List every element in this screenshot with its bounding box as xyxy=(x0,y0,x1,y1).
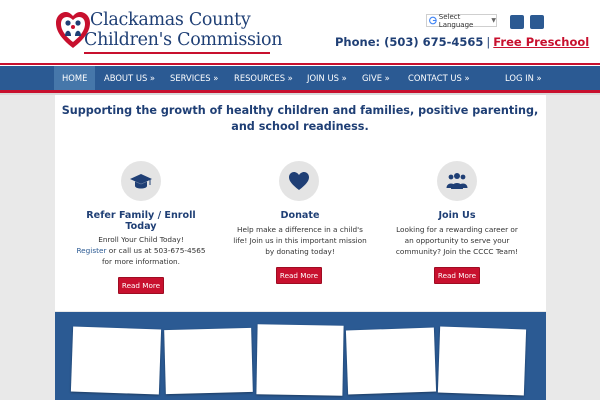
google-icon xyxy=(429,16,437,25)
gallery-photo[interactable] xyxy=(164,328,253,394)
feature-text-line: Looking for a rewarding career or xyxy=(396,225,518,234)
facebook-icon[interactable] xyxy=(510,15,524,29)
feature-title-enroll-line1: Refer Family / Enroll xyxy=(86,210,196,221)
feature-text-line: for more information. xyxy=(101,257,180,266)
feature-text-line: Help make a difference in a child's xyxy=(237,225,363,234)
feature-text-line: community? Join the CCCC Team! xyxy=(395,247,519,256)
gallery-photo[interactable] xyxy=(71,326,161,394)
feature-text-line xyxy=(76,245,206,256)
logo-text-line1: Clackamas County xyxy=(90,10,251,30)
phone-number: Phone: (503) 675-4565 xyxy=(335,35,484,49)
nav-item-join-us[interactable]: JOIN US » xyxy=(307,73,347,83)
separator: | xyxy=(486,35,491,49)
nav-item-contact-us[interactable]: CONTACT US » xyxy=(408,73,470,83)
feature-text-enroll xyxy=(76,234,206,267)
site-header xyxy=(0,0,600,66)
feature-text-line: life! Join us in this important mission xyxy=(233,236,367,245)
register-link[interactable]: Register xyxy=(76,246,107,255)
language-selector[interactable] xyxy=(426,14,497,27)
nav-item-log-in[interactable]: LOG IN » xyxy=(505,73,542,83)
feature-text-line: by donating today! xyxy=(265,247,335,256)
nav-item-resources[interactable]: RESOURCES » xyxy=(234,73,293,83)
feature-text-line: Enroll Your Child Today! xyxy=(98,235,184,244)
feature-title-donate: Donate xyxy=(280,210,320,221)
nav-item-home[interactable]: HOME xyxy=(54,66,95,90)
feature-title-enroll xyxy=(80,210,202,232)
page-tagline: Supporting the growth of healthy children and families, positive parenting, and school readiness. xyxy=(61,104,539,133)
read-more-button-donate[interactable]: Read More xyxy=(276,267,322,284)
gallery-photo[interactable] xyxy=(438,327,526,396)
feature-title-enroll-line2: Today xyxy=(125,221,157,232)
logo-underline xyxy=(84,52,270,54)
feature-text-join-us xyxy=(388,224,526,257)
feature-text-donate xyxy=(232,224,368,257)
chevron-down-icon: ▼ xyxy=(491,17,496,24)
nav-item-services[interactable]: SERVICES » xyxy=(170,73,219,83)
read-more-button-enroll[interactable]: Read More xyxy=(118,277,164,294)
nav-item-about-us[interactable]: ABOUT US » xyxy=(104,73,156,83)
contact-phone xyxy=(335,35,589,49)
feature-text-line: an opportunity to serve your xyxy=(404,236,510,245)
feature-text-phone: or call us at 503-675-4565 xyxy=(106,246,206,255)
graduation-cap-icon xyxy=(121,161,161,201)
logo-text-line2: Children's Commission xyxy=(84,30,283,50)
photo-gallery xyxy=(55,312,546,400)
nav-item-give[interactable]: GIVE » xyxy=(362,73,390,83)
twitter-icon[interactable] xyxy=(530,15,544,29)
users-icon xyxy=(437,161,477,201)
heart-icon xyxy=(279,161,319,201)
read-more-button-join-us[interactable]: Read More xyxy=(434,267,480,284)
free-preschool-link[interactable]: Free Preschool xyxy=(493,35,590,49)
header-divider xyxy=(0,63,600,65)
feature-title-join-us: Join Us xyxy=(438,210,476,221)
language-selector-label: Select Language xyxy=(438,12,474,29)
gallery-photo[interactable] xyxy=(346,327,436,394)
gallery-photo[interactable] xyxy=(256,324,343,395)
site-logo[interactable] xyxy=(56,10,283,58)
main-nav xyxy=(0,66,600,90)
